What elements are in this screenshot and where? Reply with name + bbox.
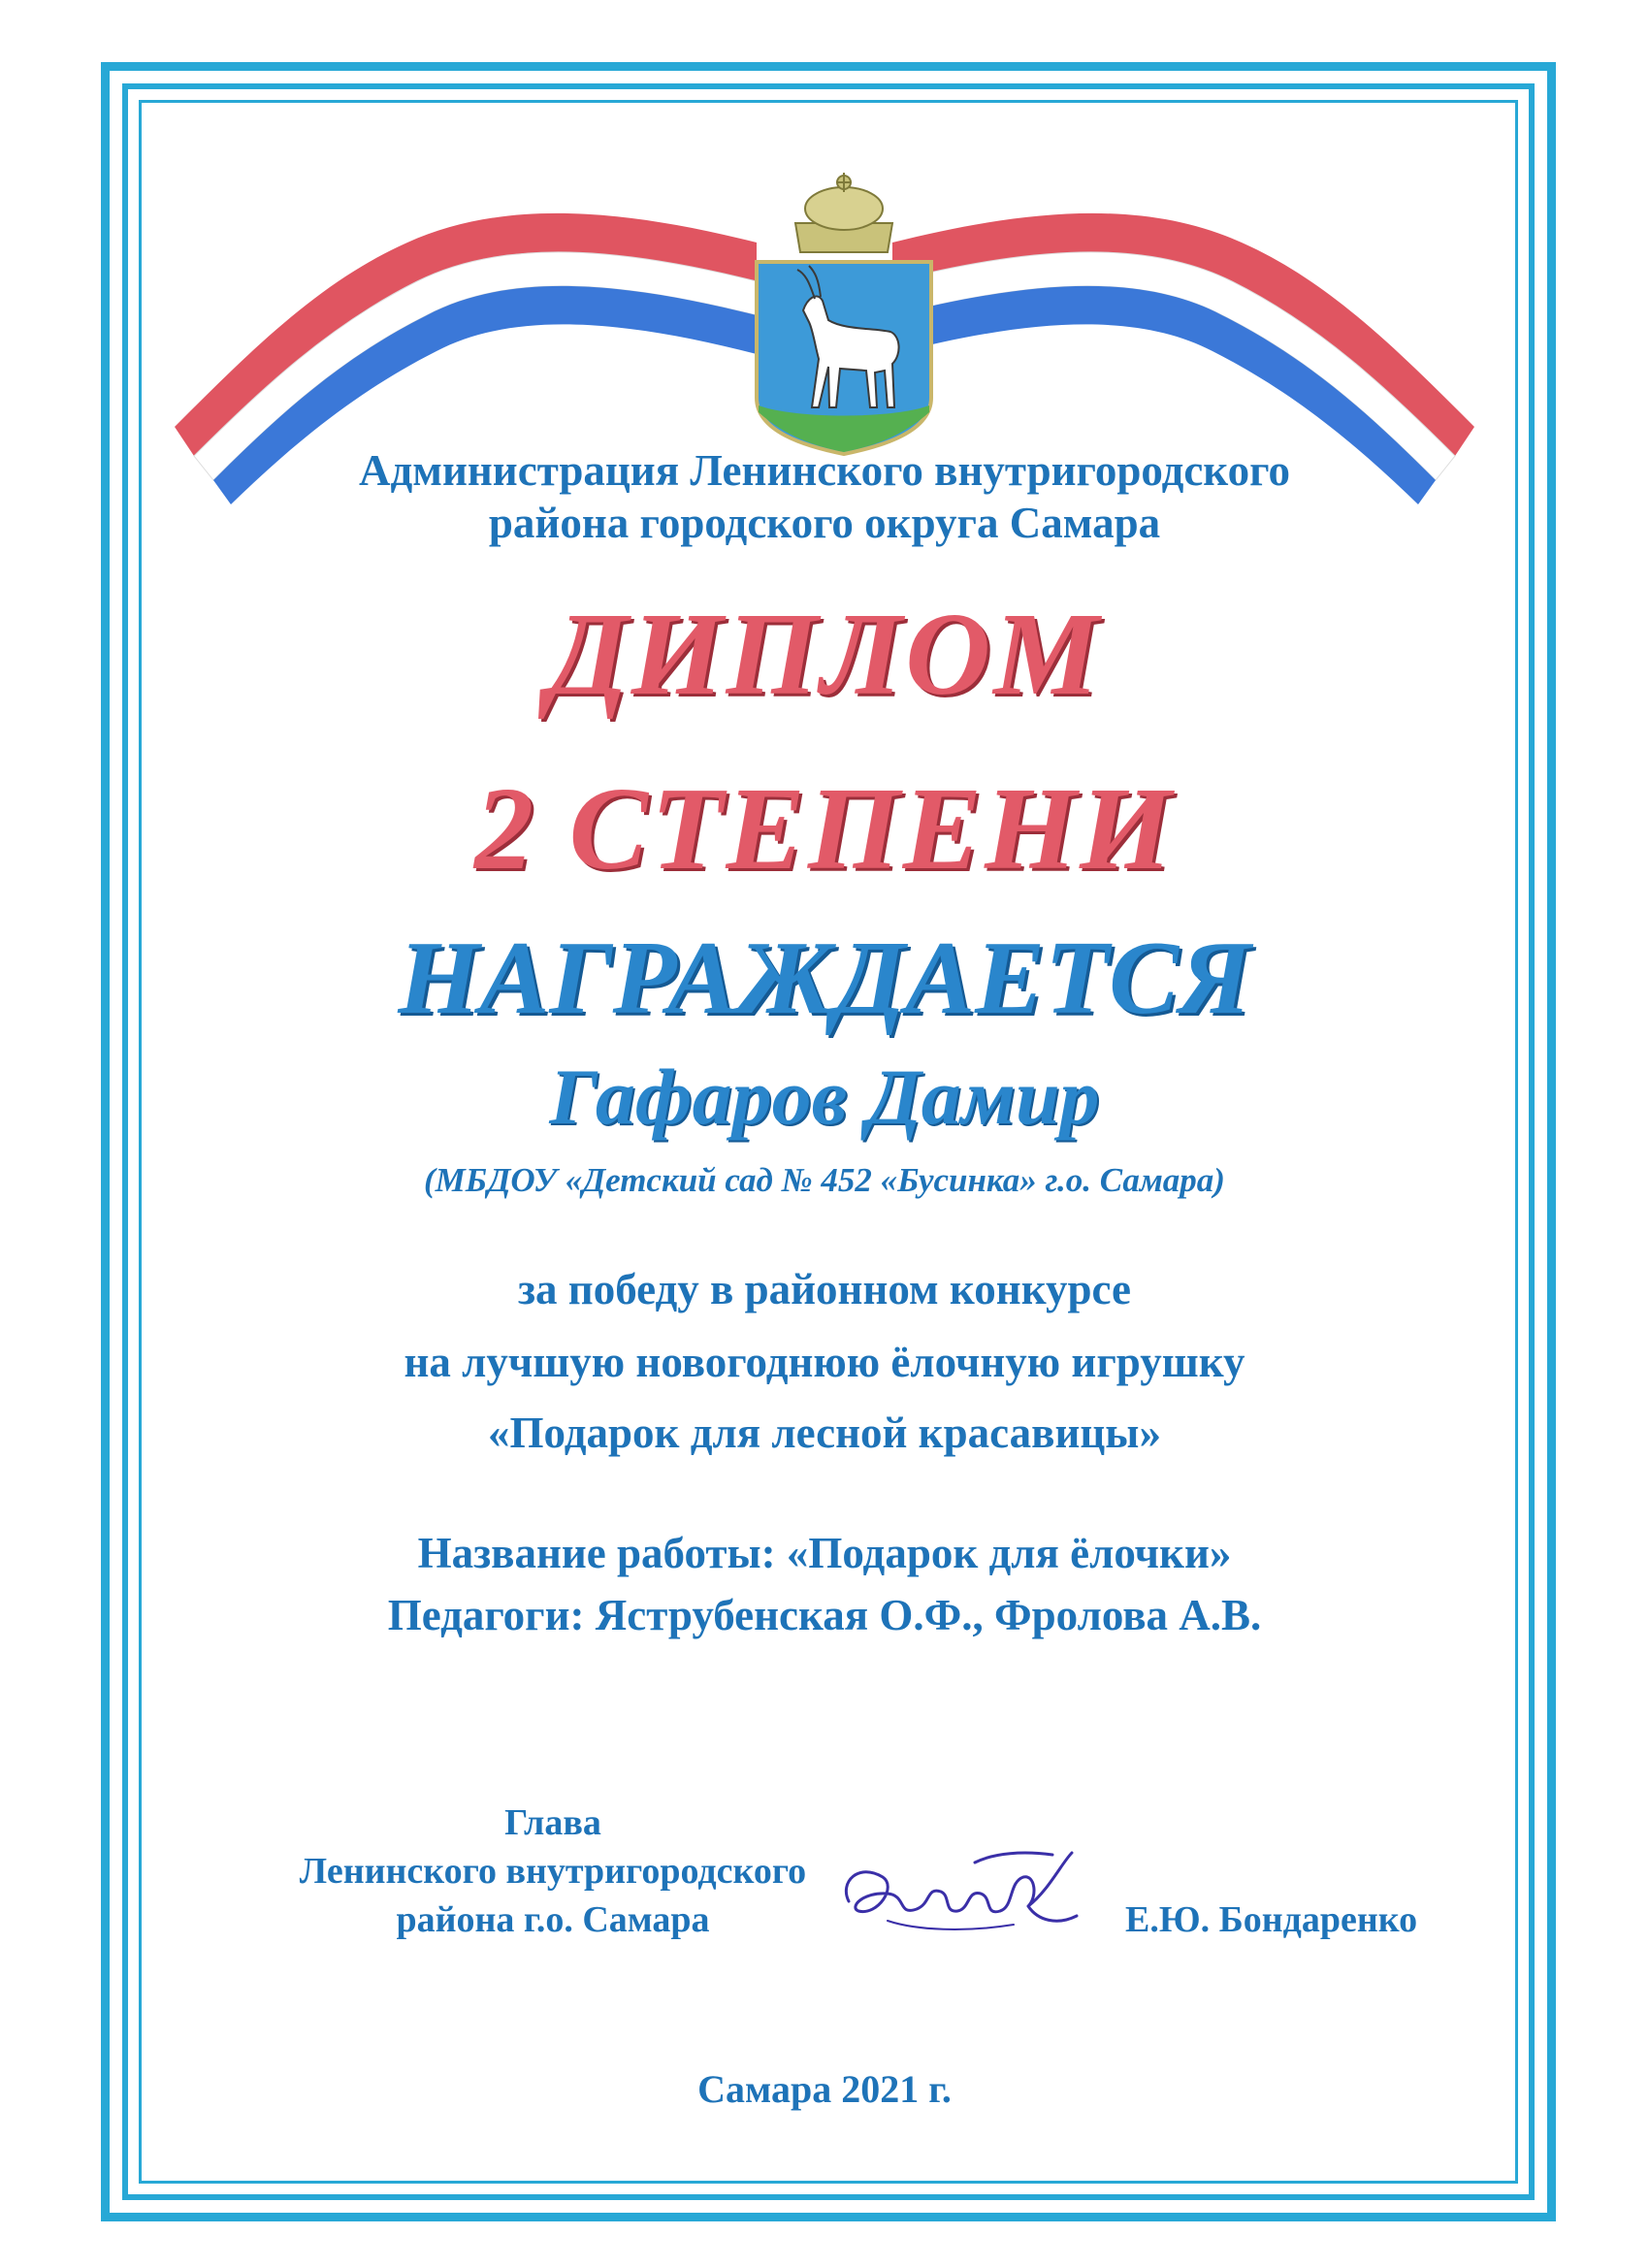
recipient-name: Гафаров Дамир [549, 1053, 1100, 1141]
reason-line-2: на лучшую новогоднюю ёлочную игрушку [404, 1338, 1245, 1386]
reason-line-1: за победу в районном конкурсе [517, 1265, 1132, 1313]
diploma-degree: 2 СТЕПЕНИ [474, 763, 1175, 894]
organization-line-1: Администрация Ленинского внутригородского [359, 446, 1290, 495]
work-teachers: Педагоги: Яструбенская О.Ф., Фролова А.В. [387, 1591, 1262, 1639]
samara-coat-of-arms-icon [747, 165, 941, 456]
awarded-label: НАГРАЖДАЕТСЯ [398, 921, 1251, 1036]
work-title: Название работы: «Подарок для ёлочки» [417, 1529, 1232, 1577]
signatory-position-2: Ленинского внутригородского [299, 1851, 807, 1892]
place-and-year: Самара 2021 г. [697, 2067, 952, 2111]
diploma-title: ДИПЛОМ [547, 589, 1102, 720]
signatory-position-1: Глава [504, 1802, 601, 1843]
reason-line-3: «Подарок для лесной красавицы» [488, 1409, 1161, 1457]
organization-line-2: района городского округа Самара [488, 499, 1161, 547]
signatory-position-3: района г.о. Самара [396, 1899, 710, 1940]
signatory-name: Е.Ю. Бондаренко [1125, 1899, 1418, 1940]
handwritten-signature [829, 1824, 1091, 1960]
recipient-institution: (МБДОУ «Детский сад № 452 «Бусинка» г.о. Самара) [424, 1161, 1225, 1199]
